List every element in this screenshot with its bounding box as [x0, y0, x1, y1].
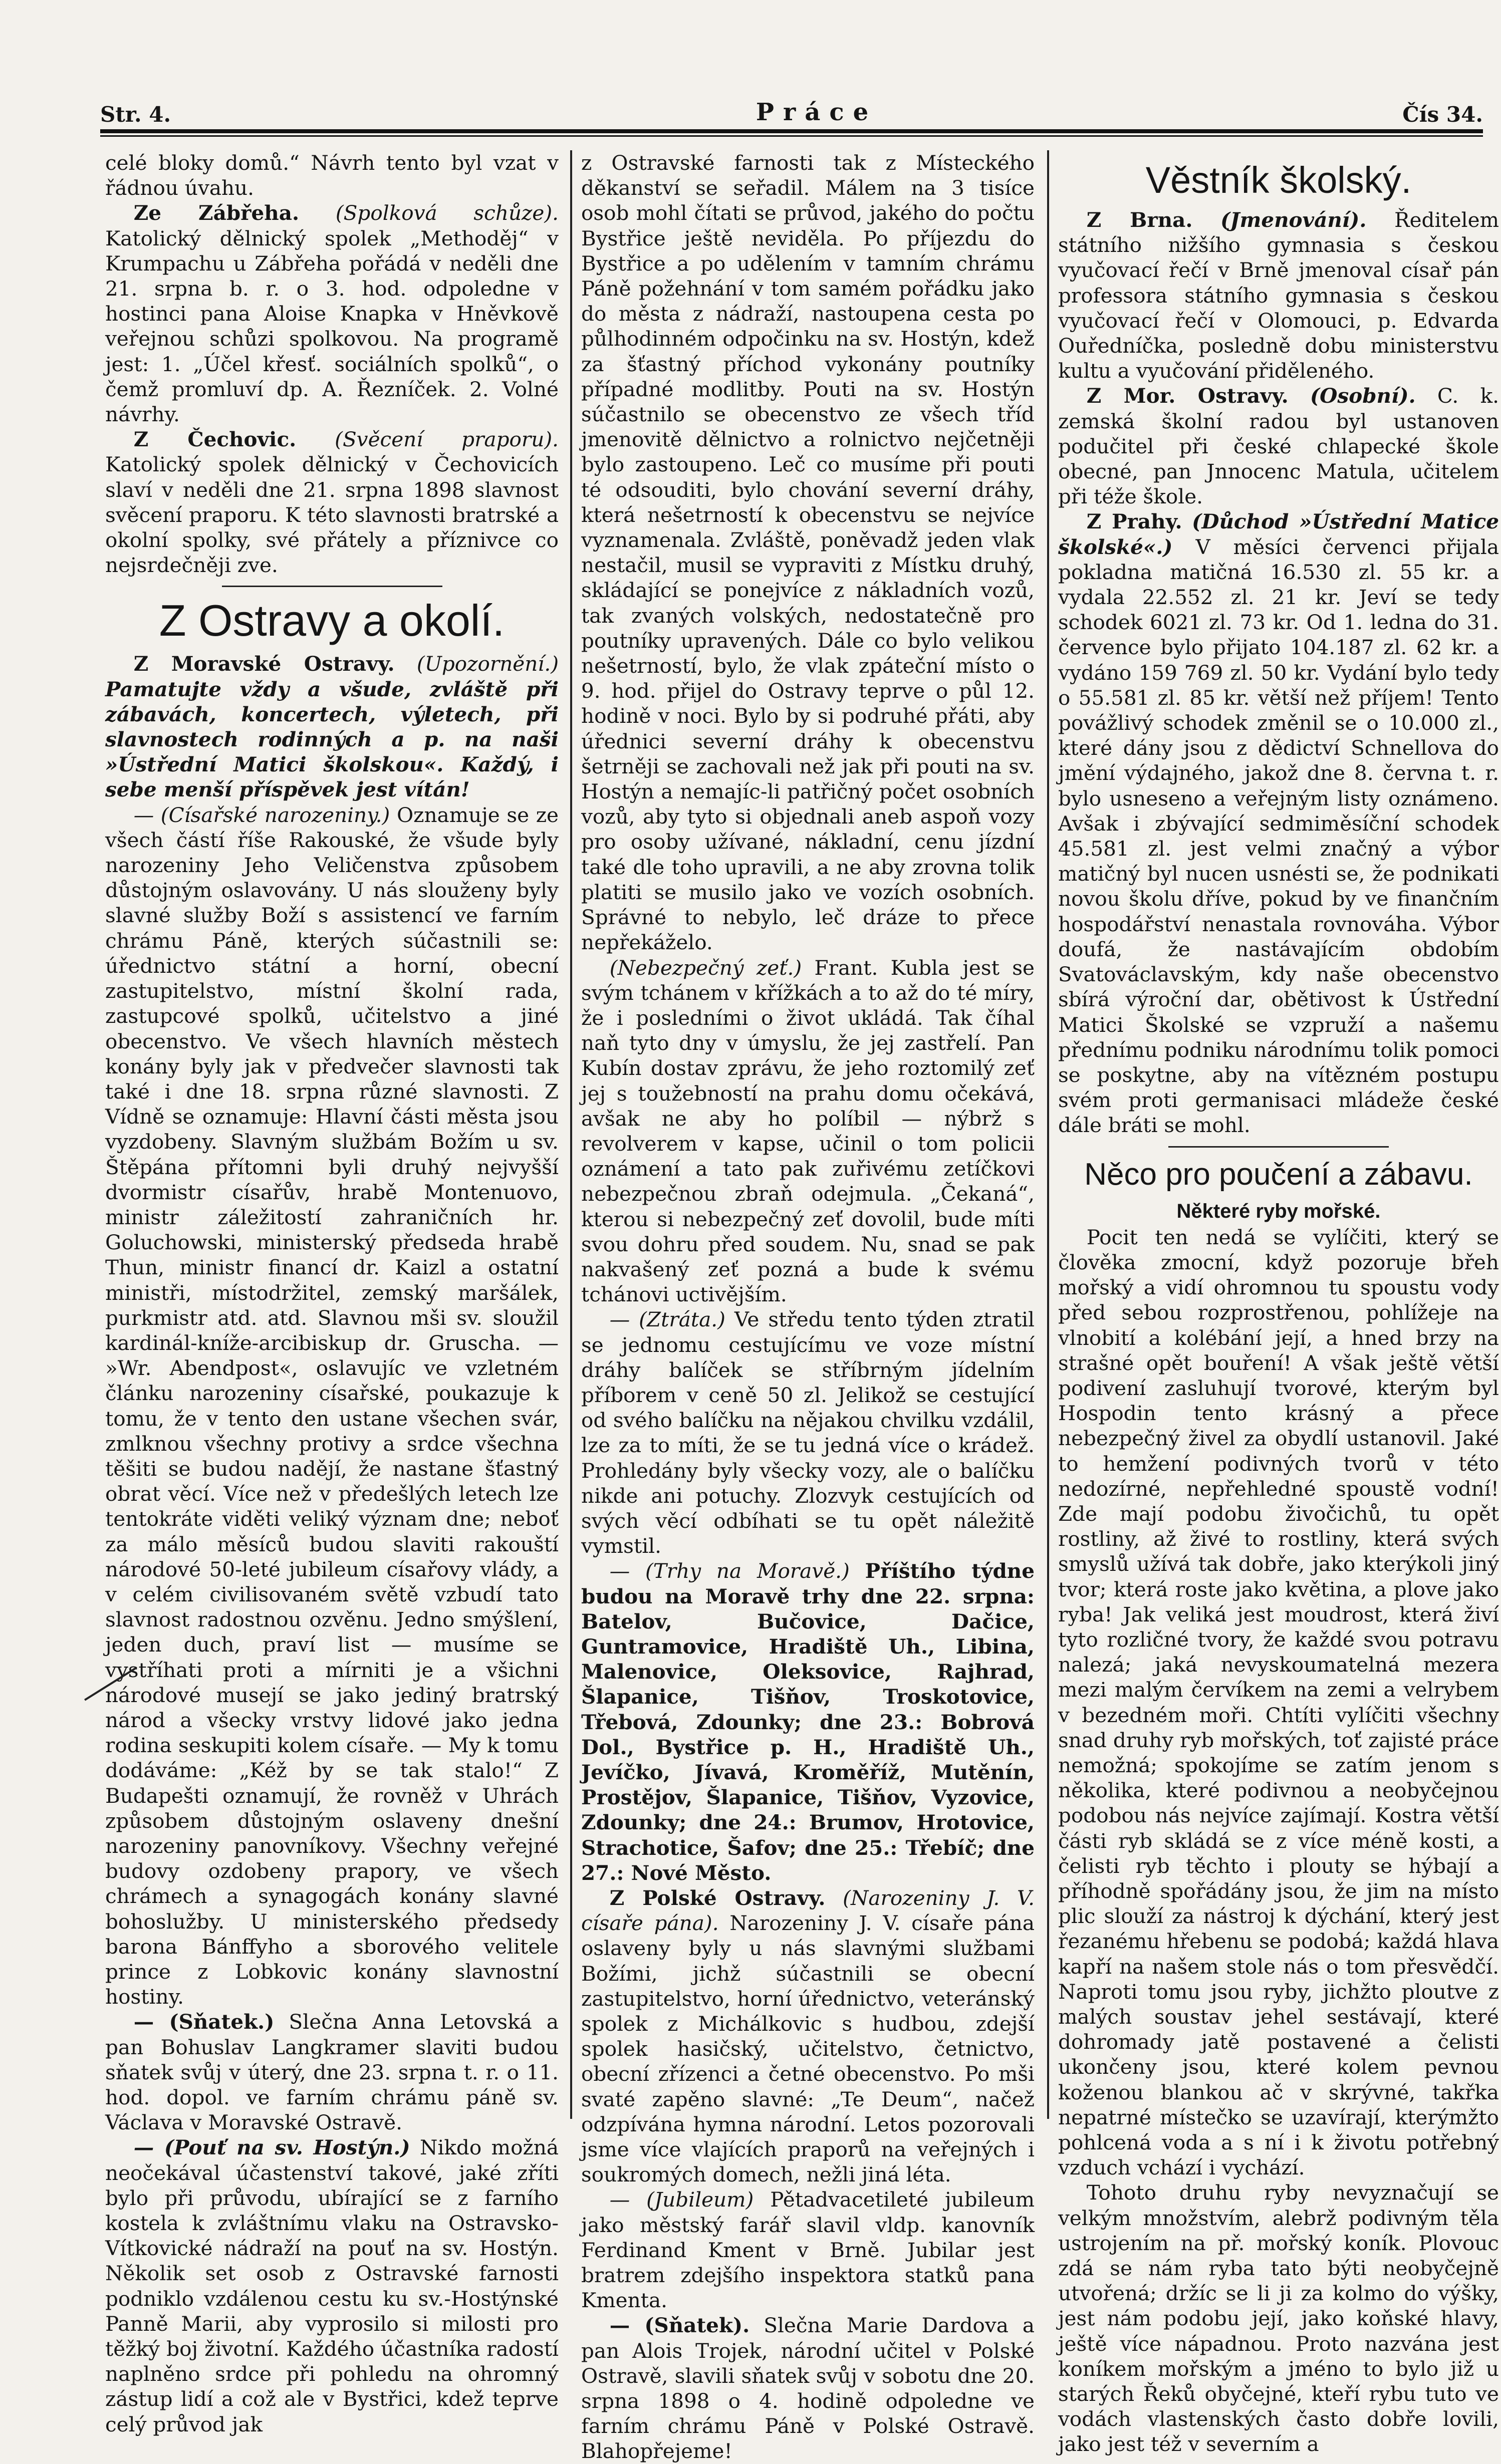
article-text: Katolický dělnický spolek „Methoděj“ v Krumpachu u Zábřeha pořádá v neděli dne 21. srpna b. r. o 3. hod. odpoledne v hostinci pana Aloise Knapka v Hněvkově veřejnou schůzi spolkovou. Na programě jest: 1. „Účel křesť. sociálních spolků“, o čemž promluví dp. A. Řezníček. 2. Volné návrhy. [105, 226, 559, 427]
article-kind: (Důchod »Ústřední Matice školské«.) [1058, 509, 1499, 559]
article-praha [1058, 509, 1499, 1138]
article-trhy [581, 1558, 1035, 1885]
article-zabreh [105, 200, 559, 427]
article-kind: — (Císařské narozeniny.) [133, 802, 390, 827]
article-text: Slečna Anna Letovská a pan Bohuslav Langkramer slaviti budou sňatek svůj v úterý, dne 23. srpna t. r. o 11. hod. dopol. ve farním chrámu páně sv. Václava v Moravské Ostravě. [105, 2010, 559, 2135]
article-cisarske-narozeniny [105, 802, 559, 2010]
article-mor-ostrava-osobni [1058, 383, 1499, 509]
article-place: Ze Zábřeha. [133, 201, 300, 225]
article-polska-ostrava [581, 1885, 1035, 2187]
column-left [105, 150, 559, 2436]
article-kind: (Upozornění.) [416, 652, 559, 676]
article-nebezpecny-zet [581, 955, 1035, 1307]
article-mor-ostrava [105, 651, 559, 802]
article-text: Frant. Kubla jest se svým tchánem v křížkách a to až do té míry, že i posledními o život ukládá. Tak číhal naň tyto dny v úmyslu, že jej zastřelí. Pan Kubín dostav zprávu, že jeho roztomilý zeť jej s toužebností na prahu domu očekává, avšak ne aby ho políbil — nýbrž s revolverem v kapse, učinil o tom policii oznámení a tato pak zuřivému zetíčkovi nebezpečnou zbraň odejmula. „Čekaná“, kterou si nebezpečný zeť dovolil, bude míti svou dohru před soudem. Nu, snad se pak nakvašený zeť pozná a bude k svému tchánovi uctivějším. [581, 955, 1035, 1307]
newspaper-title: Práce [756, 98, 878, 126]
article-text: Pětadvacetileté jubileum jako městský farář slavil vldp. kanovník Ferdinand Kment v Brně. Jubilar jest bratrem zdejšího inspektora statků pana Kmenta. [581, 2187, 1035, 2313]
article-text: Ve středu tento týden ztratil se jednomu cestujícímu ve voze místní dráhy balíček se stříbrným jídelním příborem v ceně 50 zl. Jelikož se cestující od svého balíčku na nějakou chvilku vzdálil, lze za to míti, že se tu jedná více o krádež. Prohledány byly všecky vozy, ale o balíčku nikde ani potuchy. Zlozvyk cestujících od svých věcí odbíhati se tu opět náležitě vymstil. [581, 1307, 1035, 1558]
article-kind: — (Trhy na Moravě.) [609, 1559, 850, 1583]
column-right [1058, 150, 1499, 2456]
article-text: Příštího týdne budou na Moravě trhy dne 22. srpna: Batelov, Bučovice, Dačice, Guntramovice, Hradiště Uh., Libina, Malenovice, Oleksovice, Rajhrad, Šlapanice, Tišňov, Troskotovice, Třebová, Zdounky; dne 23.: Bobrová Dol., Bystřice p. H., Hradiště Uh., Jevíčko, Jívavá, Kroměříž, Mutěnín, Prostějov, Šlapanice, Tišňov, Vyzovice, Zdounky; dne 24.: Brumov, Hrotovice, Strachotice, Šafov; dne 25.: Třebíč; dne 27.: Nové Město. [581, 1559, 1035, 1885]
article-kind: (Narozeniny J. V. císaře pána). [581, 1886, 1035, 1936]
article-snatek [105, 2009, 559, 2135]
section-title: Něco pro poučení a zábavu. [1084, 1157, 1473, 1192]
article-kind: — (Pouť na sv. Hostýn.) [133, 2135, 410, 2160]
article-kind: (Nebezpečný zeť.) [609, 955, 802, 980]
column-middle [581, 150, 1035, 2463]
article-cechovic [105, 427, 559, 578]
article-snatek [581, 2313, 1035, 2463]
article-jubileum [581, 2187, 1035, 2313]
article-kind: — (Sňatek.) [133, 2010, 275, 2034]
article-text: Nikdo možná neočekával účastenství takové, jaké zříti bylo při průvodu, ubírající se z farního kostela k zvláštnímu vlaku na Ostravsko-Vítkovické nádraží na pouť na sv. Hostýn. Několik set osob z Ostravské farnosti podniklo vzdálenou cestu ku sv.-Hostýnské Panně Marii, aby vyprosilo si milosti pro těžký boj životní. Každého účastníka radostí naplněno srdce při pohledu na ohromný zástup lidí a což ale v Bystřici, kdež teprve celý průvod jak [105, 2135, 559, 2436]
article-place: Z Polské Ostravy. [609, 1886, 826, 1910]
column-divider [1047, 150, 1049, 2119]
section-title: Věstník školský. [1145, 159, 1412, 201]
header-rule [100, 129, 1483, 133]
article-place: Z Brna. [1086, 208, 1193, 232]
article-ryby: Pocit ten nedá se vylíčiti, který se člověka zmocní, když pozoruje břeh mořský a vidí ohromnou tu spoustu vody před sebou rozprostřenou, pohlížeje na vlnobití a kolébání její, a hned brzy na strašné opět bouření! A však ještě větší podivení zasluhují tvorové, kterým byl Hospodin tento krásný a přece nebezpečný živel za obydlí ustanovil. Jaké to hemžení podivných tvorů v této nedozírné, nepřehledné spoustě vodní! Zde mají podobu živočichů, tu opět rostliny, až živé to rostliny, která svých smyslů užívá tak dobře, jako kterýkoli jiný tvor; která roste jako květina, a plove jako ryba! Jak veliká jest moudrost, která živí tyto rozličné tvory, že každé svou potravu nalezá; jaká nevyskoumatelná mezera mezi malým červíkem na zemi a velrybem v bezedném moři. Chtíti vylíčiti všechny snad druhy ryb mořských, toť zajisté práce nemožná; spokojíme se zatím jenom s několika, které podivnou a neobyčejnou podobou nás nejvíce zajímají. Kostra větší části ryb skládá se z více méně kosti, a čelisti ryb těchto i plouty se hýbají a příhodně spořádány jsou, že jim na místo plic slouží za nástroj k dýchání, který jest řezanému hřebenu se podobá; každá hlava kapří na našem stole nás o tom přesvědčí. Naproti tomu jsou ryby, jichžto ploutve z malých soustav jehel sestávají, které dohromady jatě postavené a čelisti ukončeny jsou, které kolem pevnou koženou blankou ač v skrývné, takřka nepatrné místečko se uzavírají, kterýmžto pohlcená voda a s ní i k životu potřebný vzduch vchází i vychází. [1058, 1225, 1499, 2180]
section-title: Z Ostravy a okolí. [159, 596, 505, 646]
column-divider [570, 150, 572, 2119]
article-kind: (Spolková schůze). [335, 201, 559, 225]
article-place: Z Mor. Ostravy. [1086, 384, 1289, 408]
article-place: Z Čechovic. [133, 427, 297, 452]
article-ztrata [581, 1307, 1035, 1558]
article-kind: (Svěcení praporu). [335, 427, 559, 452]
article-kind: — (Sňatek). [609, 2313, 750, 2338]
article-place: Z Moravské Ostravy. [133, 652, 395, 676]
article-kind: — (Jubileum) [609, 2187, 754, 2212]
article-text: Ředitelem státního nižšího gymnasia s českou vyučovací řečí v Brně jmenoval císař pán professora státního gymnasia s českou vyučovací řečí v Olomouci, p. Edvarda Ouředníčka, posledně dobu ministerstvu kultu a vyučování přiděleného. [1058, 208, 1499, 383]
article-text: Slečna Marie Dardova a pan Alois Trojek, národní učitel v Polské Ostravě, slavili sňatek svůj v sobotu dne 20. srpna 1898 o 4. hodině odpoledne ve farním chrámu Páně v Polské Ostravě. Blahopřejeme! [581, 2313, 1035, 2463]
article-text: Pamatujte vždy a všude, zvláště při zábavách, koncertech, výletech, při slavnostech rodinných a p. na naši »Ústřední Matici školskou«. Každý, i sebe menší příspěvek jest vítán! [105, 677, 559, 802]
continued-paragraph: z Ostravské farnosti tak z Místeckého děkanství se seřadil. Málem na 3 tisíce osob mohl čítati se průvod, jakého do počtu Bystřice ještě neviděla. Po příjezdu do Bystřice a po udělením v tamním chrámu Páně požehnání v tom samém pořádku jako do města z nádraží, nastoupena cesta po půlhodinném odpočinku na sv. Hostýn, kdež za šťastný příchod vykonány poutníky případné modlitby. Pouti na sv. Hostýn súčastnilo se obecenstvo ze všech tříd jmenovitě dělnictvo a rolnictvo nejčetněji bylo zastoupeno. Leč co musíme při pouti té odsouditi, bylo chování severní dráhy, která nešetrností k obecenstvu se nejvíce vyznamenala. Zvláště, poněvadž jeden vlak nestačil, musil se vypraviti z Místku druhý, skládající se ponejvíce z nákladních vozů, tak zvaných volských, nedostatečně pro poutníky upravených. Dále co bylo velikou nešetrností, bylo, že vlak zpáteční místo o 9. hod. přijel do Ostravy teprve o půl 12. hodině v noci. Bylo by si podruhé přáti, aby úřednici severní dráhy k obecenstvu šetrněji se zachovali než jak při pouti na sv. Hostýn a nemajíc-li patřičný počet osobních vozů, aby tyto si objednali aneb aspoň vozy pro osoby užívané, nákladní, cenu jízdní také dle toho upravili, a ne aby zrovna tolik platiti se musilo jako ve vozích osobních. Správné to nebylo, leč dráze to přece nepřekáželo. [581, 151, 1035, 955]
article-place: Z Prahy. [1086, 509, 1182, 534]
issue-number: Čís 34. [1402, 102, 1483, 127]
continued-paragraph: celé bloky domů.“ Návrh tento byl vzat v řádnou úvahu. [105, 151, 559, 200]
article-kind: (Osobní). [1310, 384, 1416, 408]
section-divider [1168, 1146, 1389, 1148]
article-text: V měsíci červenci přijala pokladna matičná 16.530 zl. 55 kr. a vydala 22.552 zl. 21 kr. Jeví se tedy schodek 6021 zl. 73 kr. Od 1. ledna do 31. července bylo přijato 104.187 zl. 62 kr. a vydáno 159 769 zl. 50 kr. Vydání bylo tedy o 55.581 zl. 85 kr. větší než příjem! Tento povážlivý schodek změnil se o 10.000 zl., které dány jsou z dědictví Schnellova do jmění výdajného, jakož dne 8. června t. r. bylo usneseno a veřejným listy oznámeno. Avšak i zbývající sedmiměsíční schodek 45.581 zl. jest velmi značný a výbor matičný byl nucen usnésti se, že podnikati novou školu dříve, pokud by ve finančním hospodářství nenastala rovnováha. Výbor doufá, že nastávajícím obdobím Svatováclavským, kdy naše obecenstvo sbírá výroční dar, obětivost k Ústřední Matici Školské se vzpruží a našemu přednímu podniku národnímu tolik pomoci se poskytne, aby na vítězném postupu svém proti germanisaci mládeže české dále bráti se mohl. [1058, 534, 1499, 1138]
header-rule-thin [100, 135, 1483, 137]
article-text: Katolický spolek dělnický v Čechovicích slaví v neděli dne 21. srpna 1898 slavnost svěcení praporu. K této slavnosti bratrské a okolní spolky, své přátely a příznivce co nejsrdečněji zve. [105, 452, 559, 578]
page-number: Str. 4. [100, 102, 171, 127]
article-ryby-continued: Tohoto druhu ryby nevyznačují se velkým množstvím, alebrž podivným těla ustrojením na př. mořský koník. Plovouc zdá se nám ryba tato býti neobyčejně utvořená; držíc se li ji za kolmo do výšky, jest nám podobu její, jako koňské hlavy, ještě více nápadnou. Proto nazvána jest koníkem mořským a jméno to bylo již u starých Řeků obyčejné, kteří rybu tuto ve vodách vlastenských často dobře lovili, jako jest též v severním a [1058, 2180, 1499, 2456]
article-subhead: Některé ryby mořské. [1176, 1200, 1381, 1222]
page-header [100, 98, 1483, 133]
article-text: Oznamuje se ze všech částí říše Rakouské, že všude byly narozeniny Jeho Veličenstva způsobem důstojným oslavovány. U nás slouženy byly slavné služby Boží s assistencí ve farním chrámu Páně, kterých súčastnili se: úřednictvo státní a horní, obecní zastupitelstvo, místní školní rada, zastupcové spolků, učitelstvo a jiné obecenstvo. Ve všech hlavních městech konány byly jak v předvečer slavnosti tak také i dne 18. srpna různé slavnosti. Z Vídně se oznamuje: Hlavní části města jsou vyzdobeny. Slavným službám Božím u sv. Štěpána přítomni byli druhý nejvyšší dvormistr císařův, hrabě Montenuovo, ministr záležitostí zahraničních hr. Goluchowski, ministerský předseda hrabě Thun, ministr financí dr. Kaizl a ostatní ministři, místodržitel, zemský maršálek, purkmistr atd. atd. Slavnou mši sv. sloužil kardinál-kníže-arcibiskup dr. Gruscha. — »Wr. Abendpost«, oslavujíc ve vzletném článku narozeniny císařské, poukazuje k tomu, že v tento den ustane všechen svár, zmlknou všechny protivy a srdce všechna těšiti se budou nadějí, že nastane šťastný obrat věcí. Více než v předešlých letech lze tentokráte viděti veliký význam dne; neboť za málo měsíců budou slaviti rakouští národové 50-leté jubileum císařovy vlády, a v celém civilisovaném světě vzbudí tato slavnost radostnou ozvěnu. Jedno smýšlení, jeden duch, praví list — musíme se vystříhati proti a mírniti je a všichni národové musejí se jako jediný bratrský národ a všecky vrstvy lidové jako jedna rodina seskupiti kolem císaře. — My k tomu dodáváme: „Kéž by se tak stalo!“ Z Budapešti oznamují, že rovněž v Uhrách způsobem důstojným oslaveny dnešní narozeniny panovníkovy. Všechny veřejné budovy ozdobeny prapory, ve všech chrámech a synagogách konány slavné bohoslužby. U ministerského předsedy barona Bánffyho a sborového velitele prince z Lobkovic konány slavnostní hostiny. [105, 802, 559, 2009]
section-divider [222, 586, 442, 587]
article-pout [105, 2135, 559, 2436]
article-kind: (Jmenování). [1220, 208, 1367, 232]
article-text: C. k. zemská školní radou byl ustanoven podučitel při české chlapecké škole obecné, pan Jnnocenc Matula, učitelem při téže škole. [1058, 384, 1499, 509]
article-text: Narozeniny J. V. císaře pána oslaveny byly u nás slavnými službami Božími, jichž súčastnili se obecní zastupitelstvo, horní úřednictvo, veteránský spolek z Michálkovic s hudbou, zdejší spolek hasičský, učitelstvo, četnictvo, obecní zřízenci a četné obecenstvo. Po mši svaté zapěno slavné: „Te Deum“, načež odzpívána hymna národní. Letos pozorovali jsme více vlajících praporů na veřejných i soukromých domech, nežli jiná léta. [581, 1911, 1035, 2187]
article-kind: — (Ztráta.) [609, 1307, 725, 1332]
article-brno [1058, 207, 1499, 383]
